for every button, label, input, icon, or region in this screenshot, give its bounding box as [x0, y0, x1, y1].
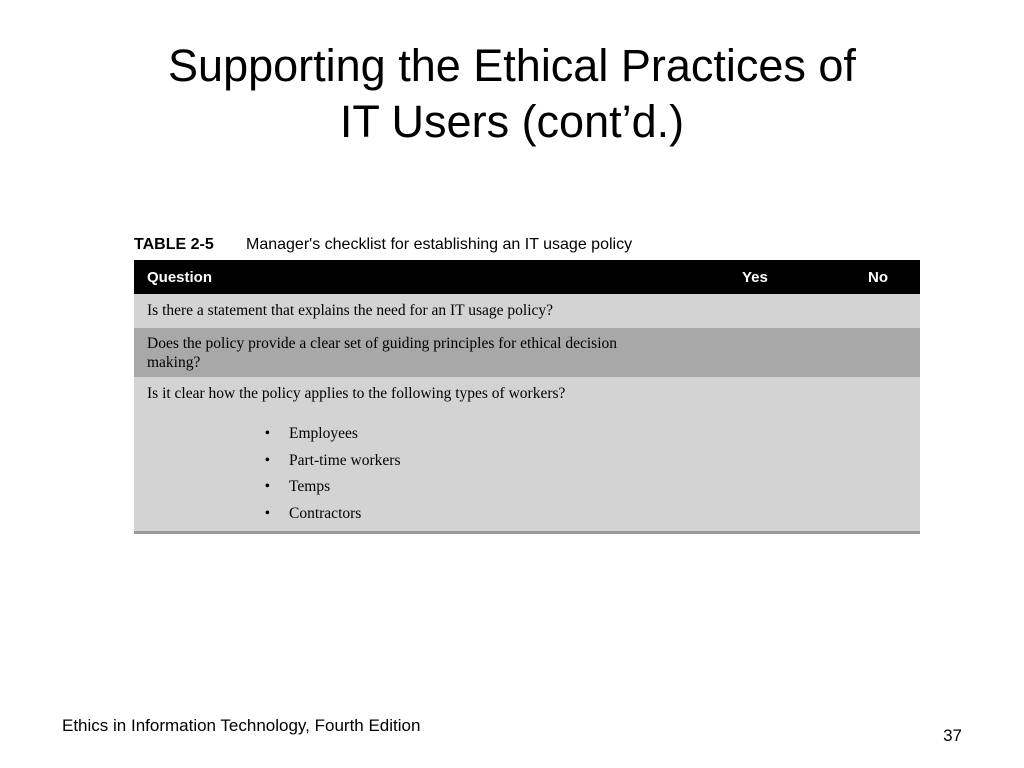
bullet-icon — [147, 505, 270, 523]
list-item-text: Employees — [289, 425, 358, 443]
footer-book-title: Ethics in Information Technology, Fourth Edition — [62, 716, 421, 735]
table-row — [134, 328, 920, 377]
header-yes: Yes — [742, 268, 768, 286]
table-row — [134, 294, 920, 328]
list-item-text: Temps — [289, 478, 331, 496]
list-item-text: Part-time workers — [289, 451, 401, 469]
slide-title-line-1: Supporting the Ethical Practices of — [168, 40, 856, 91]
table-header-row — [134, 260, 920, 294]
bullet-icon — [147, 478, 270, 496]
table-caption-text: Manager's checklist for establishing an IT usage policy — [246, 236, 633, 253]
table-number: TABLE 2-5 — [134, 236, 214, 253]
question-text: Is it clear how the policy applies to the following types of workers? — [147, 385, 566, 402]
question-cell: Does the policy provide a clear set of guiding principles for ethical decision making? — [147, 334, 618, 371]
slide-title-line-2: IT Users (cont’d.) — [339, 96, 685, 147]
question-cell: Is there a statement that explains the need for an IT usage policy? — [147, 302, 554, 319]
bullet-icon — [147, 452, 270, 470]
table-caption — [134, 230, 920, 260]
header-question: Question — [147, 268, 213, 286]
worker-types-list — [147, 421, 734, 527]
table-row — [134, 377, 920, 534]
checklist-table-block — [134, 230, 920, 534]
list-item — [147, 421, 734, 448]
bullet-icon — [147, 425, 270, 443]
list-item — [147, 474, 734, 501]
header-no: No — [868, 268, 888, 286]
list-item-text: Contractors — [289, 504, 362, 522]
page-number: 37 — [943, 726, 962, 745]
list-item — [147, 501, 734, 528]
slide-title — [0, 38, 1024, 150]
question-cell — [134, 377, 734, 527]
checklist-table — [134, 260, 920, 534]
list-item — [147, 448, 734, 475]
